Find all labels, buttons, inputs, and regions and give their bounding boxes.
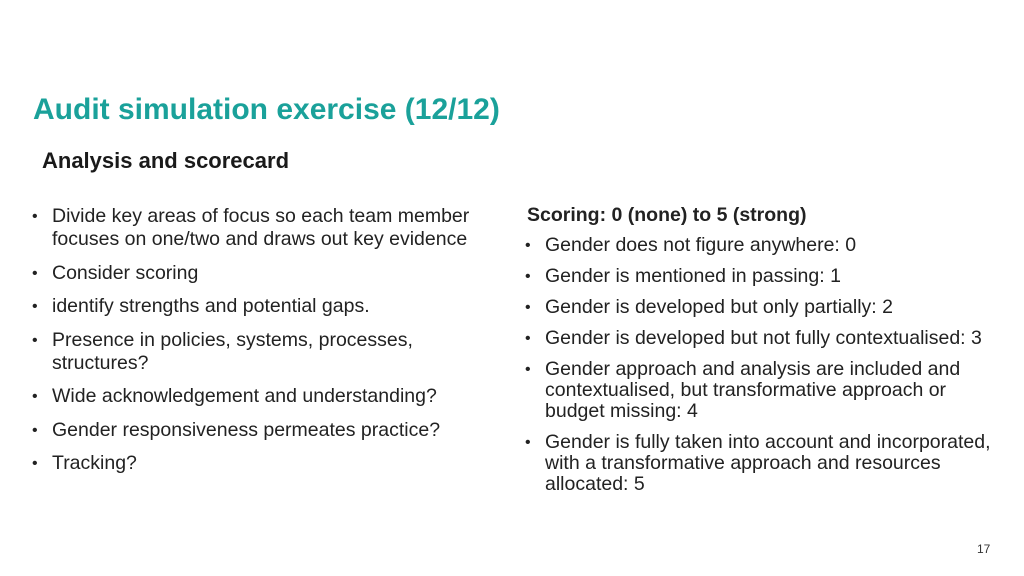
list-item-text: Gender is developed but only partially: 2: [545, 296, 893, 318]
scoring-heading: Scoring: 0 (none) to 5 (strong): [527, 204, 807, 226]
list-item: [30, 205, 490, 251]
list-item: [30, 295, 490, 318]
list-item-text: Gender is fully taken into account and incorporated, with a transformative approach and resources allocated: 5: [545, 431, 991, 495]
bullet-icon: •: [32, 455, 38, 472]
slide-subtitle: Analysis and scorecard: [42, 148, 290, 173]
bullet-icon: •: [525, 268, 531, 285]
left-column: [30, 205, 490, 486]
list-item-text: Tracking?: [52, 452, 137, 474]
list-item: [523, 432, 993, 495]
bullet-icon: •: [32, 331, 38, 349]
list-item-text: Wide acknowledgement and understanding?: [52, 385, 437, 407]
list-item: [523, 297, 993, 318]
bullet-icon: •: [525, 237, 531, 254]
bullet-icon: •: [32, 298, 38, 315]
list-item: [523, 266, 993, 287]
list-item: [30, 419, 490, 442]
list-item: [30, 329, 490, 375]
bullet-icon: •: [525, 330, 531, 347]
list-item: [30, 262, 490, 285]
list-item-text: Presence in policies, systems, processes, structures?: [52, 328, 413, 374]
bullet-icon: •: [525, 434, 531, 451]
list-item-text: Gender does not figure anywhere: 0: [545, 234, 857, 256]
bullet-icon: •: [525, 299, 531, 316]
page-number: 17: [977, 542, 991, 556]
list-item-text: Gender is mentioned in passing: 1: [545, 265, 841, 287]
list-item-text: Gender is developed but not fully contextualised: 3: [545, 327, 982, 349]
list-item-text: Gender approach and analysis are included and contextualised, but transformative approach or budget missing: 4: [545, 358, 961, 422]
slide-title: Audit simulation exercise (12/12): [33, 93, 500, 126]
bullet-icon: •: [32, 264, 38, 282]
list-item-text: identify strengths and potential gaps.: [52, 295, 370, 317]
bullet-icon: •: [32, 388, 38, 405]
bullet-icon: •: [32, 208, 38, 225]
scoring-bullet-list: [523, 235, 993, 495]
bullet-icon: •: [525, 361, 531, 378]
right-column: [523, 203, 993, 505]
list-item: [523, 359, 993, 422]
left-bullet-list: [30, 205, 490, 475]
bullet-icon: •: [32, 421, 38, 439]
list-item: [523, 328, 993, 349]
list-item-text: Divide key areas of focus so each team member focuses on one/two and draws out key evidence: [52, 205, 470, 250]
list-item-text: Gender responsiveness permeates practice?: [52, 418, 441, 441]
list-item: [30, 385, 490, 408]
list-item: [30, 452, 490, 475]
list-item: [523, 235, 993, 256]
list-item-text: Consider scoring: [52, 261, 199, 284]
